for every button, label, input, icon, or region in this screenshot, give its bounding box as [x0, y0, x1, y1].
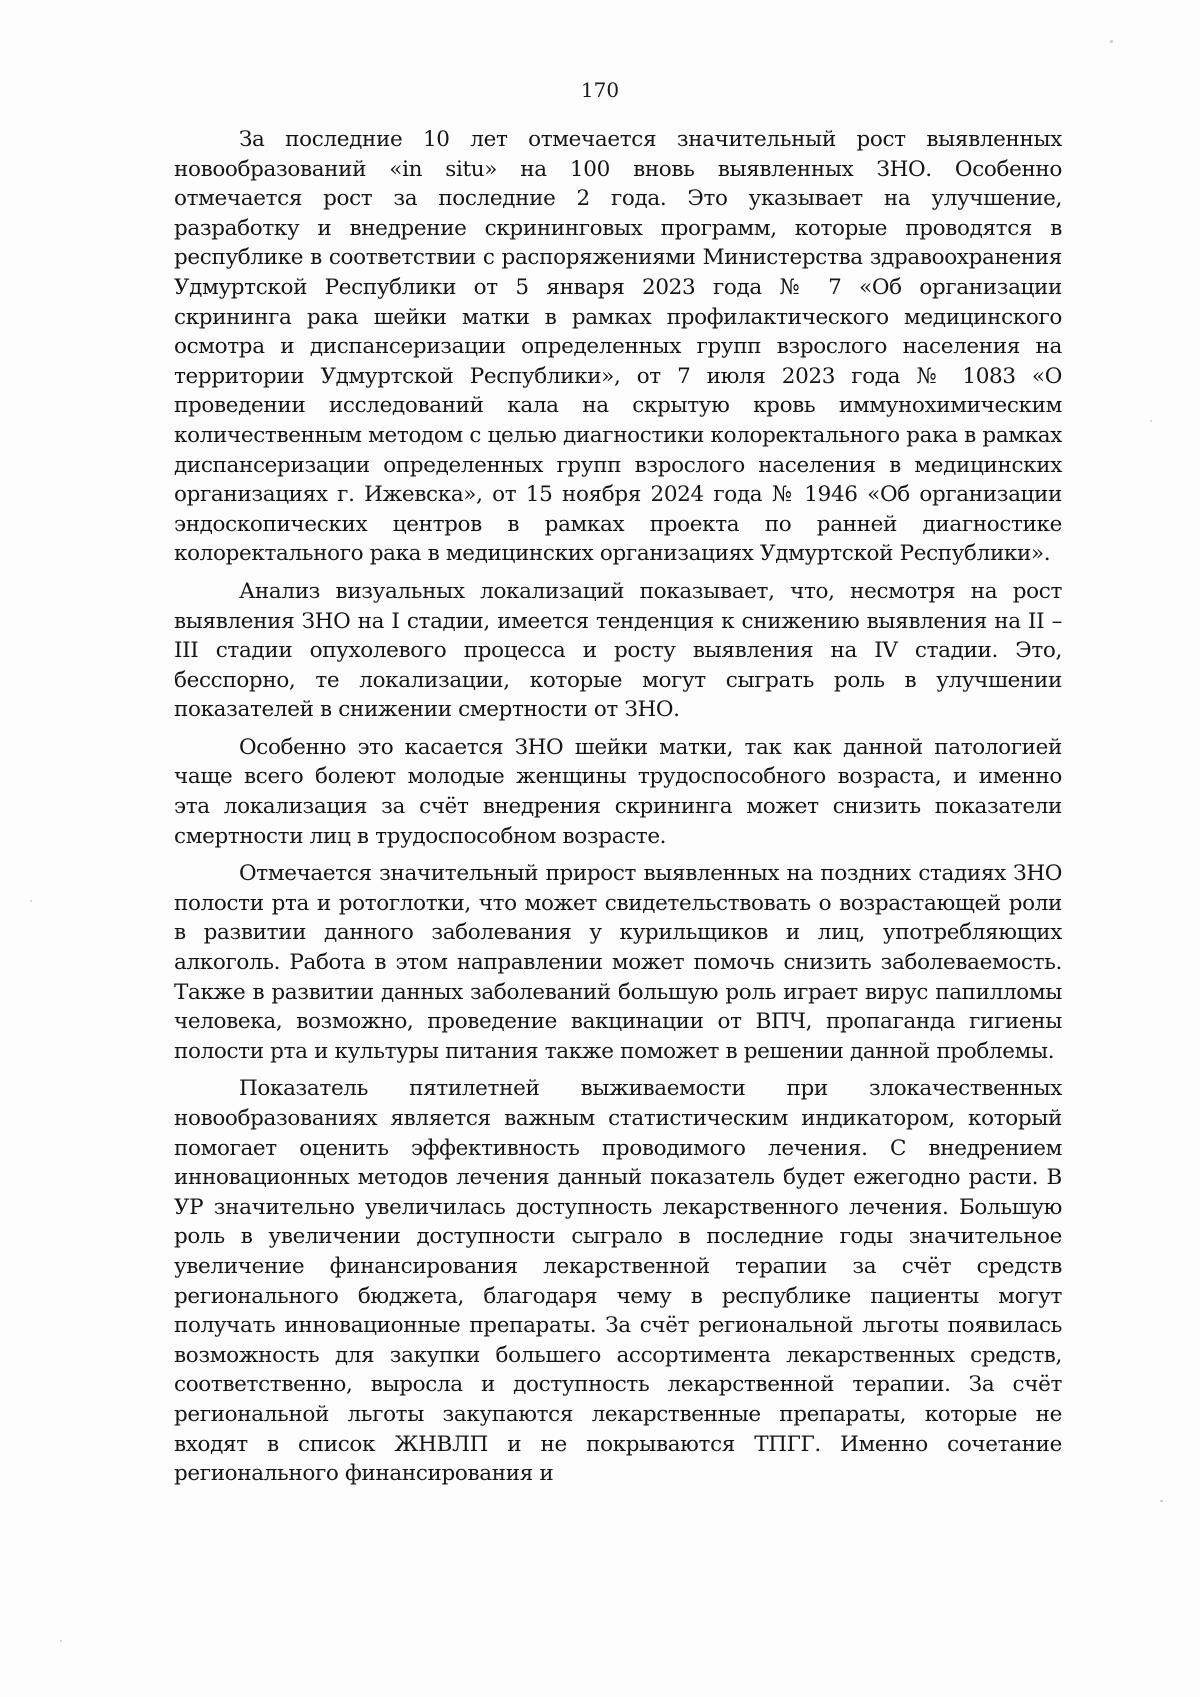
- paragraph-cervical-cancer: Особенно это касается ЗНО шейки матки, так как данной патологией чаще всего болеют молодые женщины трудоспособного возраста, и именно эта локализация за счёт внедрения скрининга может снизить показатели смертности лиц в трудоспособном возрасте.: [174, 734, 1062, 849]
- scan-speck: [1150, 420, 1152, 422]
- scan-speck: [1160, 1500, 1163, 1502]
- document-body: [174, 125, 1062, 1489]
- scan-speck: [30, 900, 32, 902]
- paragraph-five-year-survival: Показатель пятилетней выживаемости при злокачественных новообразованиях является важным статистическим индикатором, который помогает оценить эффективность проводимого лечения. С внедрением инновационных методов лечения данный показатель будет ежегодно расти. В УР значительно увеличилась доступность лекарственного лечения. Большую роль в увеличении доступности сыграло в последние годы значительное увеличение финансирования лекарственной терапии за счёт средств регионального бюджета, благодаря чему в республике пациенты могут получать инновационные препараты. За счёт региональной льготы появилась возможность для закупки большего ассортимента лекарственных средств, соответственно, выросла и доступность лекарственной терапии. За счёт региональной льготы закупаются лекарственные препараты, которые не входят в список ЖНВЛП и не покрываются ТПГГ. Именно сочетание регионального финансирования и: [174, 1076, 1062, 1487]
- scan-speck: [60, 1640, 62, 1642]
- paragraph-oral-cavity: Отмечается значительный прирост выявленных на поздних стадиях ЗНО полости рта и ротоглотки, что может свидетельствовать о возрастающей роли в развитии данного заболевания у курильщиков и лиц, употребляющих алкоголь. Работа в этом направлении может помочь снизить заболеваемость. Также в развитии данных заболеваний большую роль играет вирус папилломы человека, возможно, проведение вакцинации от ВПЧ, пропаганда гигиены полости рта и культуры питания также поможет в решении данной проблемы.: [174, 861, 1062, 1064]
- paragraph-screening-programs: За последние 10 лет отмечается значительный рост выявленных новообразований «in situ» на 100 вновь выявленных ЗНО. Особенно отмечается рост за последние 2 года. Это указывает на улучшение, разработку и внедрение скрининговых программ, которые проводятся в республике в соответствии с распоряжениями Министерства здравоохранения Удмуртской Республики от 5 января 2023 года № 7 «Об организации скрининга рака шейки матки в рамках профилактического медицинского осмотра и диспансеризации определенных групп взрослого населения на территории Удмуртской Республики», от 7 июля 2023 года № 1083 «О проведении исследований кала на скрытую кровь иммунохимическим количественным методом с целью диагностики колоректального рака в рамках диспансеризации определенных групп взрослого населения в медицинских организациях г. Ижевска», от 15 ноября 2024 года № 1946 «Об организации эндоскопических центров в рамках проекта по ранней диагностике колоректального рака в медицинских организациях Удмуртской Республики».: [174, 127, 1062, 567]
- scan-speck: [1110, 40, 1113, 43]
- page-number: 170: [580, 78, 620, 102]
- paragraph-visual-localizations: Анализ визуальных локализаций показывает, что, несмотря на рост выявления ЗНО на I стадии, имеется тенденция к снижению выявления на II – III стадии опухолевого процесса и росту выявления на IV стадии. Это, бесспорно, те локализации, которые могут сыграть роль в улучшении показателей в снижении смертности от ЗНО.: [174, 578, 1062, 723]
